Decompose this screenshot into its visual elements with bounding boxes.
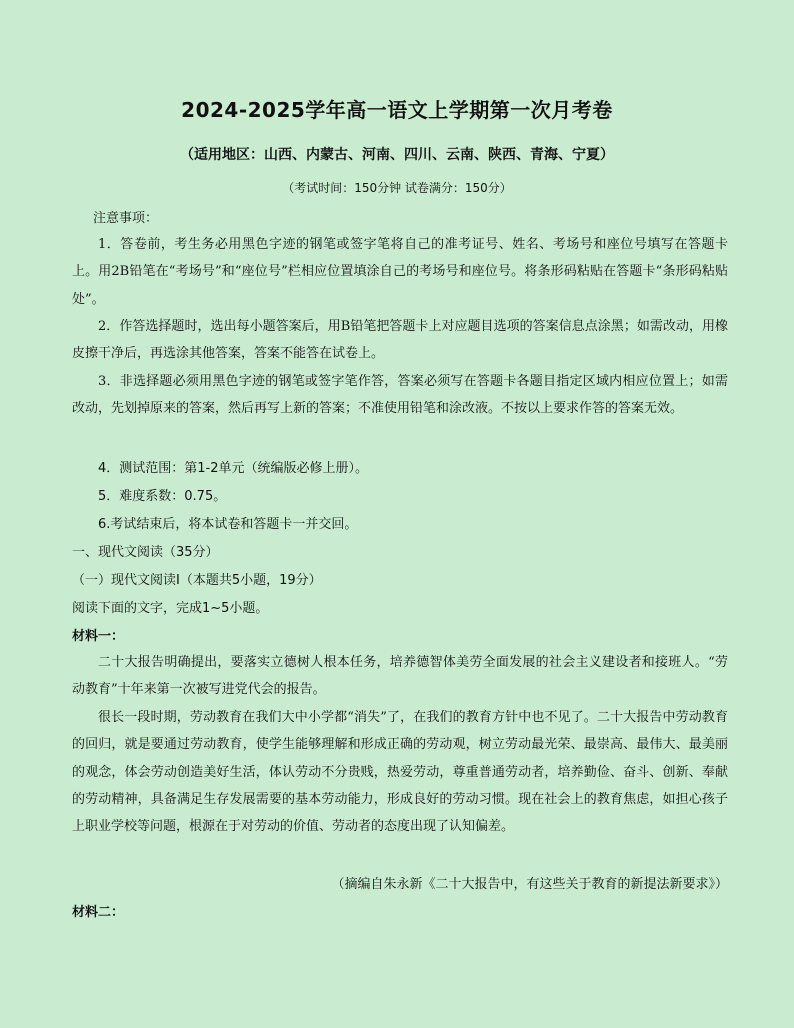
material-1-source: （摘编自朱永新《二十大报告中，有这些关于教育的新提法新要求》）: [331, 877, 728, 892]
notice-item-6: 6.考试结束后，将本试卷和答题卡一并交回。: [98, 517, 358, 532]
notice-item-1: 1．答卷前，考生务必用黑色字迹的钢笔或签字笔将自己的准考证号、姓名、考场号和座位号填写在答题卡上。用2B铅笔在“考场号”和“座位号”栏相应位置填涂自己的考场号和座位号。将条形码粘贴在答题卡“条形码粘贴处”。: [72, 237, 728, 307]
notice-item-2: 2．作答选择题时，选出每小题答案后，用B铅笔把答题卡上对应题目选项的答案信息点涂黑；如需改动，用橡皮擦干净后，再选涂其他答案，答案不能答在试卷上。: [72, 319, 728, 362]
subsection-heading: （一）现代文阅读Ⅰ（本题共5小题，19分）: [72, 573, 322, 588]
material-1-paragraph-1: 二十大报告明确提出，要落实立德树人根本任务，培养德智体美劳全面发展的社会主义建设者和接班人。“劳动教育”十年来第一次被写进党代会的报告。: [72, 655, 728, 698]
notice-item-4: 4．测试范围：第1-2单元（统编版必修上册）。: [98, 461, 369, 476]
section-heading: 一、现代文阅读（35分）: [72, 545, 219, 560]
material-2-label: 材料二：: [72, 905, 125, 920]
material-1-paragraph-2: 很长一段时期，劳动教育在我们大中小学都“消失”了，在我们的教育方针中也不见了。二十大报告中劳动教育的回归，就是要通过劳动教育，使学生能够理解和形成正确的劳动观，树立劳动最光荣、最崇高、最伟大、最美丽的观念，体会劳动创造美好生活，体认劳动不分贵贱，热爱劳动，尊重普通劳动者，培养勤俭、奋斗、创新、奉献的劳动精神，具备满足生存发展需要的基本劳动能力，形成良好的劳动习惯。现在社会上的教育焦虑，如担心孩子上职业学校等问题，根源在于对劳动的价值、劳动者的态度出现了认知偏差。: [72, 710, 728, 835]
exam-time-info: （考试时间：150分钟 试卷满分：150分）: [282, 181, 512, 195]
reading-instruction: 阅读下面的文字，完成1~5小题。: [72, 601, 269, 616]
notice-item-3: 3．非选择题必须用黑色字迹的钢笔或签字笔作答，答案必须写在答题卡各题目指定区域内相应位置上；如需改动，先划掉原来的答案，然后再写上新的答案；不准使用铅笔和涂改液。不按以上要求作答的答案无效。: [72, 374, 728, 417]
notice-item-5: 5．难度系数：0.75。: [98, 489, 227, 504]
notice-heading: 注意事项：: [93, 211, 159, 226]
exam-subtitle: （适用地区：山西、内蒙古、河南、四川、云南、陕西、青海、宁夏）: [180, 147, 614, 163]
exam-title: 2024-2025学年高一语文上学期第一次月考卷: [181, 98, 613, 122]
material-1-label: 材料一：: [72, 629, 125, 644]
